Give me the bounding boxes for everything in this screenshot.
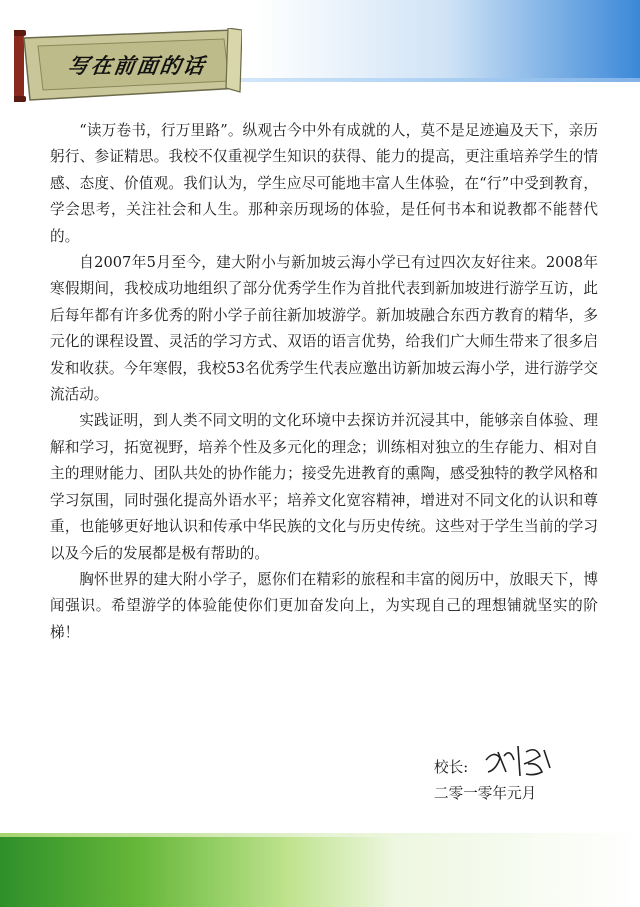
page-title: 写在前面的话 (66, 54, 208, 78)
paragraph-3: 实践证明，到人类不同文明的文化环境中去探访并沉浸其中，能够亲自体验、理解和学习，拓宽视野，培养个性及多元化的理念；训练相对独立的生存能力、相对自主的理财能力、团队共处的协作能力；接受先进教育的熏陶，感受独特的教学风格和学习氛围，同时强化提高外语水平；培养文化宽容精神，增进对不同文化的认识和尊重，也能够更好地认识和传承中华民族的文化与历史传统。这些对于学生当前的学习以及今后的发展都是极有帮助的。 (50, 412, 598, 562)
signature-date: 二零一零年元月 (434, 785, 537, 802)
signature-label: 校长: (434, 759, 469, 776)
paragraph-4: 胸怀世界的建大附小学子，愿你们在精彩的旅程和丰富的阅历中，放眼天下，博闻强识。希望游学的体验能使你们更加奋发向上，为实现自己的理想铺就坚实的阶梯！ (50, 570, 598, 641)
letter-body (50, 118, 598, 646)
bottom-green-band (0, 837, 640, 907)
paragraph-1: “读万卷书，行万里路”。纵观古今中外有成就的人，莫不是足迹遍及天下，亲历躬行、参证精思。我校不仅重视学生知识的获得、能力的提高，更注重培养学生的情感、态度、价值观。我们认为，学生应尽可能地丰富人生体验，在“行”中受到教育，学会思考，关注社会和人生。那种亲历现场的体验，是任何书本和说教都不能替代的。 (50, 122, 598, 245)
signature-block (434, 748, 584, 782)
handwritten-signature-icon (480, 742, 560, 780)
title-scroll-banner (14, 28, 242, 108)
paragraph-2: 自2007年5月至今，建大附小与新加坡云海小学已有过四次友好往来。2008年寒假期间，我校成功地组织了部分优秀学生作为首批代表到新加坡进行游学互访，此后每年都有许多优秀的附小学子前往新加坡游学。新加坡融合东西方教育的精华，多元化的课程设置、灵活的学习方式、双语的语言优势，给我们广大师生带来了很多启发和收获。今年寒假，我校53名优秀学生代表应邀出访新加坡云海小学，进行游学交流活动。 (50, 254, 598, 404)
